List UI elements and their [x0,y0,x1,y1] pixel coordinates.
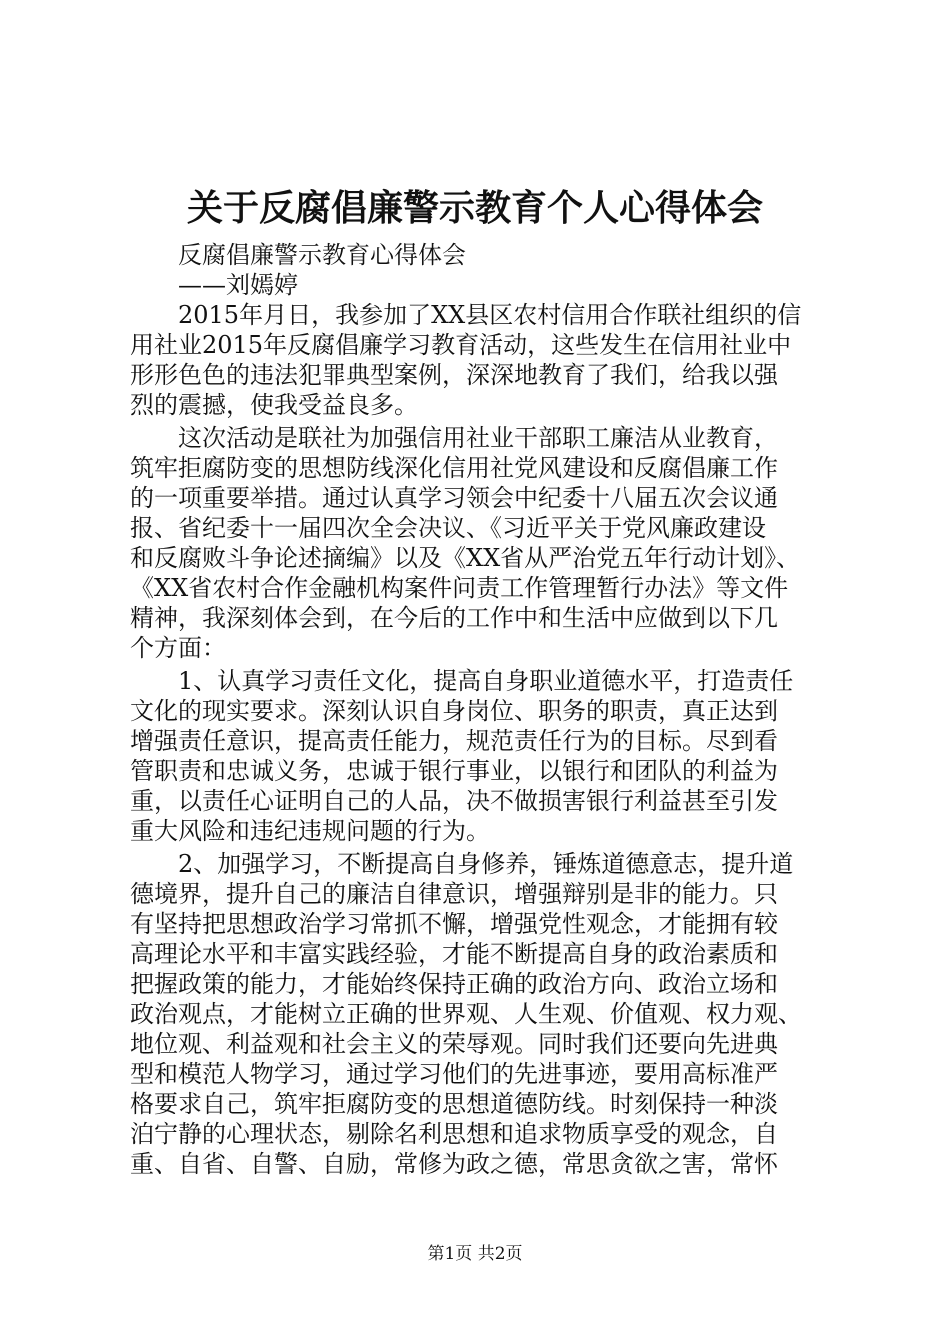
body-line: 筑牢拒腐防变的思想防线深化信用社党风建设和反腐倡廉工作 [130,454,778,482]
body-line: 个方面： [130,634,226,662]
body-line: 格要求自己，筑牢拒腐防变的思想道德防线。时刻保持一种淡 [130,1090,778,1118]
document-title: 关于反腐倡廉警示教育个人心得体会 [186,187,763,229]
body-line: 重、自省、自警、自励，常修为政之德，常思贪欲之害，常怀 [130,1150,778,1178]
body-line: 报、省纪委十一届四次全会决议、《习近平关于党风廉政建设 [130,514,766,542]
body-line: 《XX省农村合作金融机构案件问责工作管理暂行办法》等文件 [130,574,789,602]
body-line: 2、加强学习，不断提高自身修养，锤炼道德意志，提升道 [130,850,794,878]
body-line: 泊宁静的心理状态，剔除名利思想和追求物质享受的观念，自 [130,1120,778,1148]
body-line: 2015年月日，我参加了XX县区农村信用合作联社组织的信 [130,301,802,329]
body-line: 1、认真学习责任文化，提高自身职业道德水平，打造责任 [130,667,794,695]
body-line: 增强责任意识，提高责任能力，规范责任行为的目标。尽到看 [130,727,778,755]
document-subtitle: 反腐倡廉警示教育心得体会 [178,241,466,269]
body-line: 形形色色的违法犯罪典型案例，深深地教育了我们，给我以强 [130,361,778,389]
body-line: 德境界，提升自己的廉洁自律意识，增强辩别是非的能力。只 [130,880,778,908]
page-footer: 第1页 共2页 [427,1244,523,1264]
body-line: 重大风险和违纪违规问题的行为。 [130,817,490,845]
body-line: 用社业2015年反腐倡廉学习教育活动，这些发生在信用社业中 [130,331,792,359]
body-line: 高理论水平和丰富实践经验，才能不断提高自身的政治素质和 [130,940,778,968]
document-author: ——刘嫣婷 [178,271,298,299]
body-line: 管职责和忠诚义务，忠诚于银行事业，以银行和团队的利益为 [130,757,778,785]
body-line: 的一项重要举措。通过认真学习领会中纪委十八届五次会议通 [130,484,778,512]
body-line: 烈的震撼，使我受益良多。 [130,391,418,419]
body-line: 这次活动是联社为加强信用社业干部职工廉洁从业教育， [130,424,778,452]
body-line: 和反腐败斗争论述摘编》以及《XX省从严治党五年行动计划》、 [130,544,801,572]
body-line: 型和模范人物学习，通过学习他们的先进事迹，要用高标准严 [130,1060,778,1088]
body-line: 重，以责任心证明自己的人品，决不做损害银行利益甚至引发 [130,787,778,815]
body-line: 文化的现实要求。深刻认识自身岗位、职务的职责，真正达到 [130,697,778,725]
body-line: 把握政策的能力，才能始终保持正确的政治方向、政治立场和 [130,970,778,998]
body-line: 有坚持把思想政治学习常抓不懈，增强党性观念，才能拥有较 [130,910,778,938]
body-line: 地位观、利益观和社会主义的荣辱观。同时我们还要向先进典 [130,1030,778,1058]
body-line: 精神，我深刻体会到，在今后的工作中和生活中应做到以下几 [130,604,778,632]
body-line: 政治观点，才能树立正确的世界观、人生观、价值观、权力观、 [130,1000,802,1028]
